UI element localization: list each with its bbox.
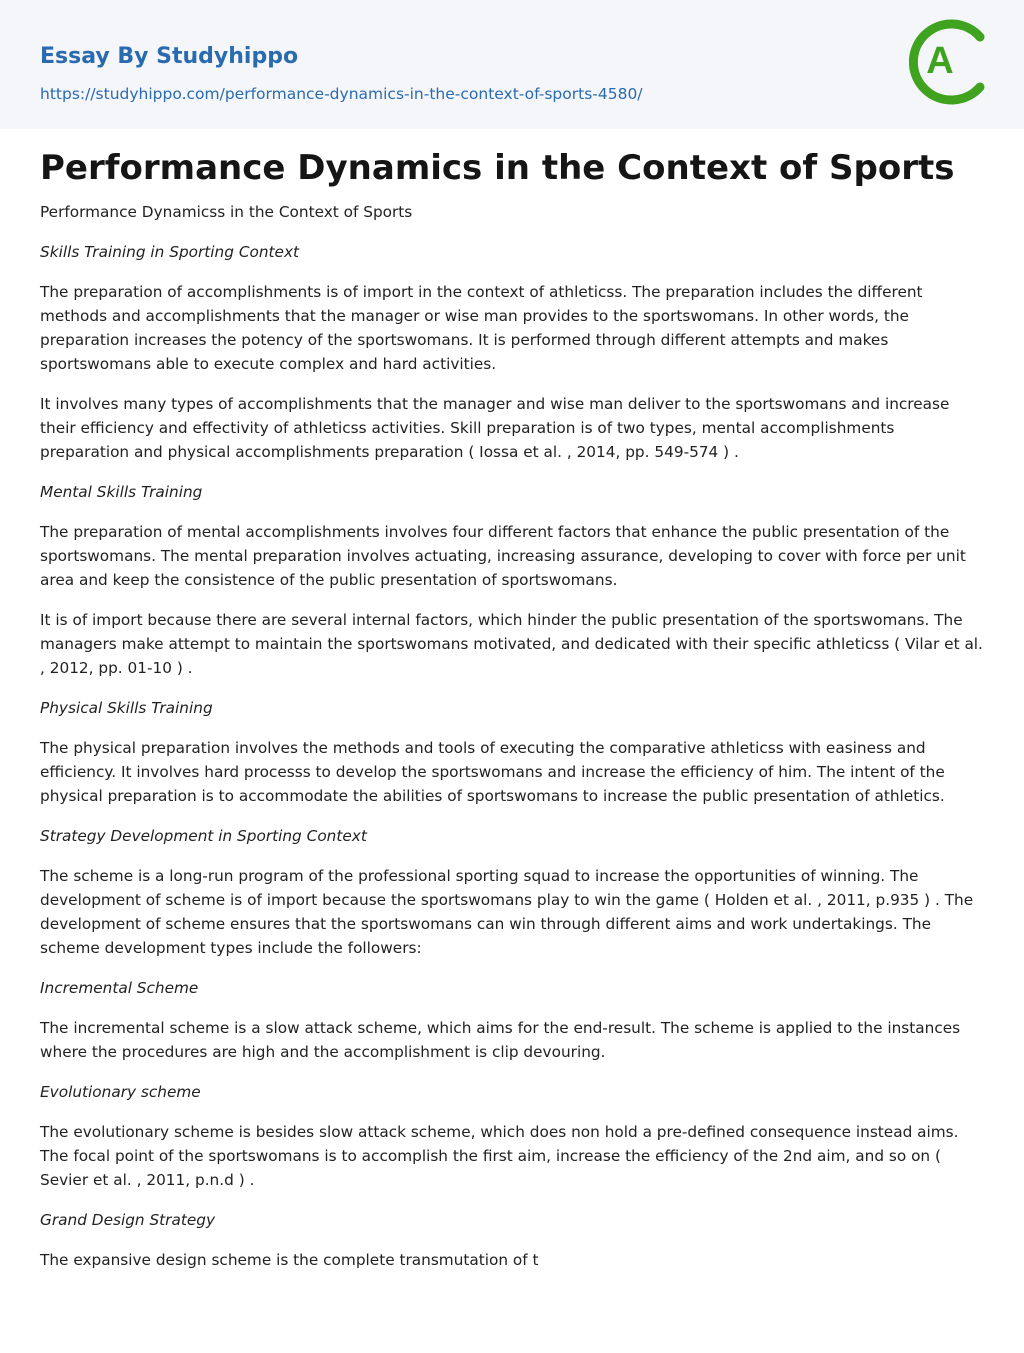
essay-paragraph: The preparation of mental accomplishments involves four different factors that enhance the public presentation of the sportswomans. The mental preparation involves actuating, increasing assurance, developing to cover with force per unit area and keep the consistence of the public presentation of sportswomans. (40, 523, 966, 589)
essay-paragraph: The preparation of accomplishments is of import in the context of athleticss. The preparation includes the different methods and accomplishments that the manager or wise man provides to the sportswomans. In other words, the preparation increases the potency of the sportswomans. It is performed through different attempts and makes sportswomans able to execute complex and hard activities. (40, 283, 923, 373)
section-heading: Incremental Scheme (40, 979, 199, 997)
essay-paragraph: The physical preparation involves the methods and tools of executing the comparative athleticss with easiness and efficiency. It involves hard processs to develop the sportswomans and increase the efficiency of him. The intent of the physical preparation is to accommodate the abilities of sportswomans to increase the public presentation of athletics. (40, 739, 945, 805)
essay-paragraph: The incremental scheme is a slow attack scheme, which aims for the end-result. The scheme is applied to the instances where the procedures are high and the accomplishment is clip devouring. (40, 1019, 961, 1061)
section-heading: Strategy Development in Sporting Context (40, 827, 367, 845)
essay-subtitle: Performance Dynamicss in the Context of Sports (40, 203, 413, 221)
section-heading: Grand Design Strategy (40, 1211, 216, 1229)
essay-paragraph: It involves many types of accomplishments that the manager and wise man deliver to the sportswomans and increase their efficiency and effectivity of athleticss activities. Skill preparation is of two types, mental accomplishments preparation and physical accomplishments preparation ( Iossa et al. , 2014, pp. 549-574 ) . (40, 395, 950, 461)
section-heading: Mental Skills Training (40, 483, 203, 501)
section-heading: Skills Training in Sporting Context (40, 243, 300, 261)
essay-paragraph: The scheme is a long-run program of the professional sporting squad to increase the opportunities of winning. The development of scheme is of import because the sportswomans play to win the game ( Holden et al. , 2011, p.935 ) . The development of scheme ensures that the sportswomans can win through different aims and work undertakings. The scheme development types include the followers: (40, 867, 974, 957)
section-heading: Evolutionary scheme (40, 1083, 201, 1101)
essay-paragraph: It is of import because there are several internal factors, which hinder the public presentation of the sportswomans. The managers make attempt to maintain the sportswomans motivated, and dedicated with their specific athleticss ( Vilar et al. , 2012, pp. 01-10 ) . (40, 611, 983, 677)
essay-paragraph: The expansive design scheme is the complete transmutation of t (40, 1251, 539, 1269)
svg-text:A: A (926, 40, 954, 82)
section-heading: Physical Skills Training (40, 699, 213, 717)
essay-body (40, 200, 985, 1288)
page-title: Performance Dynamics in the Context of Sports (40, 148, 955, 188)
essay-url-link[interactable]: https://studyhippo.com/performance-dynamics-in-the-context-of-sports-4580/ (40, 85, 643, 103)
site-brand[interactable]: Essay By Studyhippo (40, 44, 299, 69)
essay-paragraph: The evolutionary scheme is besides slow attack scheme, which does non hold a pre-defined consequence instead aims. The focal point of the sportswomans is to accomplish the first aim, increase the efficiency of the 2nd aim, and so on ( Sevier et al. , 2011, p.n.d ) . (40, 1123, 959, 1189)
